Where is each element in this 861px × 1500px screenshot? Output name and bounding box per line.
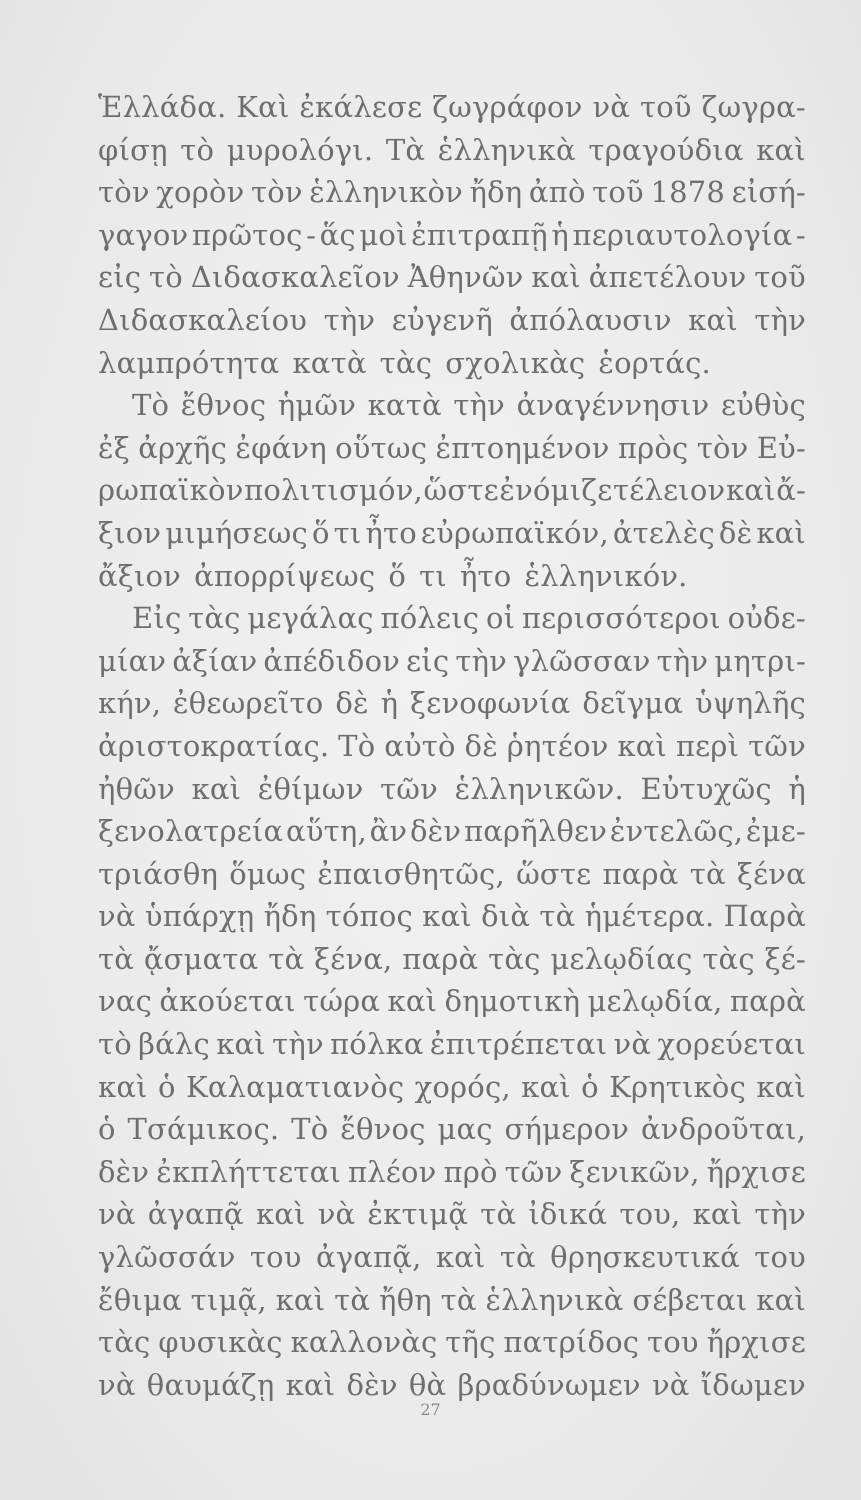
text-line: τὸν χορὸν τὸν ἑλληνικὸν ἤδη ἀπὸ τοῦ 1878 εἰσή- xyxy=(98,175,806,210)
text-line: νας ἀκούεται τώρα καὶ δημοτικὴ μελῳδία, παρὰ xyxy=(98,984,806,1019)
text-line: γαγον πρῶτος - ἅς μοὶ ἐπιτραπῇ ἡ περιαυτολογία - xyxy=(98,217,806,252)
text-line: νὰ θαυμάζῃ καὶ δὲν θὰ βραδύνωμεν νὰ ἴδωμεν xyxy=(98,1367,806,1402)
text-line: Εἰς τὰς μεγάλας πόλεις οἱ περισσότεροι οὐδε- xyxy=(132,601,806,636)
text-line: ἀριστοκρατίας. Τὸ αὐτὸ δὲ ῥητέον καὶ περὶ τῶν xyxy=(98,728,806,763)
page-number: 27 xyxy=(420,1400,441,1419)
text-line: τὸ βάλς καὶ τὴν πόλκα ἐπιτρέπεται νὰ χορεύεται xyxy=(98,1027,806,1062)
text-line: ἄξιον ἀπορρίψεως ὅ τι ἦτο ἑλληνικόν. xyxy=(98,558,688,593)
text-line: ἠθῶν καὶ ἐθίμων τῶν ἑλληνικῶν. Εὐτυχῶς ἡ xyxy=(98,771,806,806)
text-line: δὲν ἐκπλήττεται πλέον πρὸ τῶν ξενικῶν, ἤρχισε xyxy=(98,1154,806,1189)
text-line: Τὸ ἔθνος ἡμῶν κατὰ τὴν ἀναγέννησιν εὐθὺς xyxy=(132,388,806,423)
body-text xyxy=(98,86,806,1406)
text-line: τριάσθη ὅμως ἐπαισθητῶς, ὥστε παρὰ τὰ ξένα xyxy=(98,856,806,891)
text-line: ἔθιμα τιμᾷ, καὶ τὰ ἤθη τὰ ἑλληνικὰ σέβεται καὶ xyxy=(98,1282,806,1317)
text-line: ὁ Τσάμικος. Τὸ ἔθνος μας σήμερον ἀνδροῦται, xyxy=(98,1112,806,1147)
text-line: τὰ ᾄσματα τὰ ξένα, παρὰ τὰς μελῳδίας τὰς ξέ- xyxy=(98,941,806,976)
text-line: Διδασκαλείου τὴν εὐγενῆ ἀπόλαυσιν καὶ τὴν xyxy=(98,302,806,337)
text-line: ἐξ ἀρχῆς ἐφάνη οὕτως ἐπτοημένον πρὸς τὸν Εὐ- xyxy=(98,430,806,465)
text-line: εἰς τὸ Διδασκαλεῖον Ἀθηνῶν καὶ ἀπετέλουν τοῦ xyxy=(98,260,806,295)
text-line: φίσῃ τὸ μυρολόγι. Τὰ ἑλληνικὰ τραγούδια καὶ xyxy=(98,132,806,167)
text-line: νὰ ἀγαπᾷ καὶ νὰ ἐκτιμᾷ τὰ ἰδικά του, καὶ τὴν xyxy=(98,1197,806,1232)
text-line: ξενολατρεία αὕτη, ἂν δὲν παρῆλθεν ἐντελῶς, ἐμε- xyxy=(98,814,806,849)
text-line: τὰς φυσικὰς καλλονὰς τῆς πατρίδος του ἤρχισε xyxy=(98,1325,806,1360)
text-line: καὶ ὁ Καλαματιανὸς χορός, καὶ ὁ Κρητικὸς καὶ xyxy=(98,1069,806,1104)
text-line: γλῶσσάν του ἀγαπᾷ, καὶ τὰ θρησκευτικά του xyxy=(98,1240,806,1275)
text-line: λαμπρότητα κατὰ τὰς σχολικὰς ἑορτάς. xyxy=(98,345,711,380)
text-line: νὰ ὑπάρχῃ ἤδη τόπος καὶ διὰ τὰ ἡμέτερα. Παρὰ xyxy=(98,899,806,934)
text-line: μίαν ἀξίαν ἀπέδιδον εἰς τὴν γλῶσσαν τὴν μητρι- xyxy=(98,643,806,678)
text-line: ρωπαϊκὸν πολιτισμόν, ὥστε ἐνόμιζε τέλειον καὶ ἄ- xyxy=(98,473,806,508)
text-line: Ἑλλάδα. Καὶ ἐκάλεσε ζωγράφον νὰ τοῦ ζωγρα- xyxy=(98,90,806,124)
text-line: ξιον μιμήσεως ὅ τι ἦτο εὐρωπαϊκόν, ἀτελὲς δὲ καὶ xyxy=(98,515,806,550)
text-line: κήν, ἐθεωρεῖτο δὲ ἡ ξενοφωνία δεῖγμα ὑψηλῆς xyxy=(98,686,806,721)
